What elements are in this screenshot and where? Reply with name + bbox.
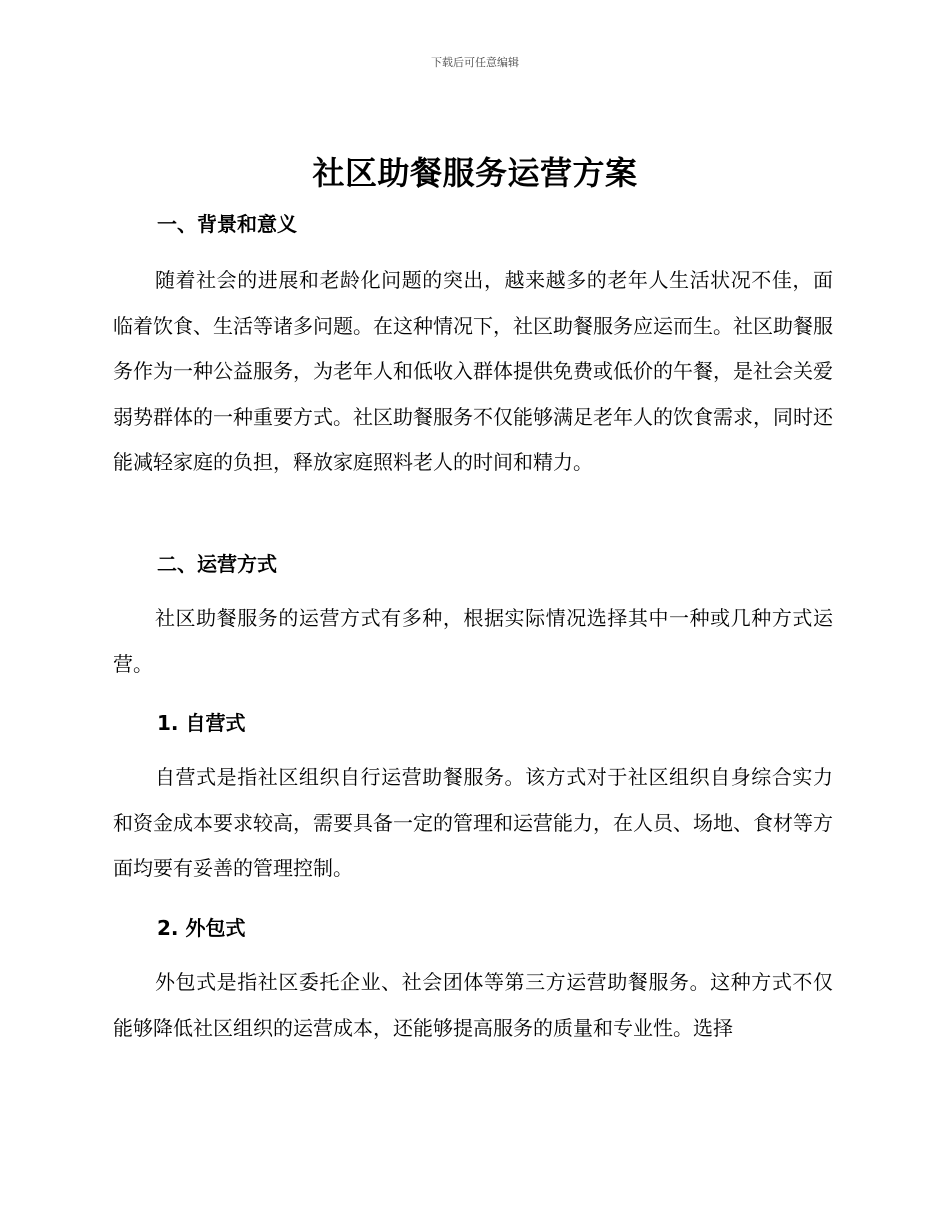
paragraph-operation-mode: 社区助餐服务的运营方式有多种，根据实际情况选择其中一种或几种方式运营。 <box>113 606 833 676</box>
paragraph-outsourced: 外包式是指社区委托企业、社会团体等第三方运营助餐服务。这种方式不仅能够降低社区组织的运营成本，还能够提高服务的质量和专业性。选择 <box>113 970 833 1040</box>
section-heading-background: 一、背景和意义 <box>157 212 297 236</box>
document-title: 社区助餐服务运营方案 <box>312 154 638 192</box>
page-header-note: 下载后可任意编辑 <box>431 56 519 69</box>
section-heading-operation-mode: 二、运营方式 <box>157 552 277 576</box>
subheading-outsourced: 2. 外包式 <box>157 916 246 940</box>
paragraph-background: 随着社会的进展和老龄化问题的突出，越来越多的老年人生活状况不佳，面临着饮食、生活等诸多问题。在这种情况下，社区助餐服务应运而生。社区助餐服务作为一种公益服务，为老年人和低收入群体提供免费或低价的午餐，是社会关爱弱势群体的一种重要方式。社区助餐服务不仅能够满足老年人的饮食需求，同时还能减轻家庭的负担，释放家庭照料老人的时间和精力。 <box>113 268 833 474</box>
paragraph-self-operated: 自营式是指社区组织自行运营助餐服务。该方式对于社区组织自身综合实力和资金成本要求较高，需要具备一定的管理和运营能力，在人员、场地、食材等方面均要有妥善的管理控制。 <box>113 765 833 880</box>
subheading-self-operated: 1. 自营式 <box>157 711 246 735</box>
